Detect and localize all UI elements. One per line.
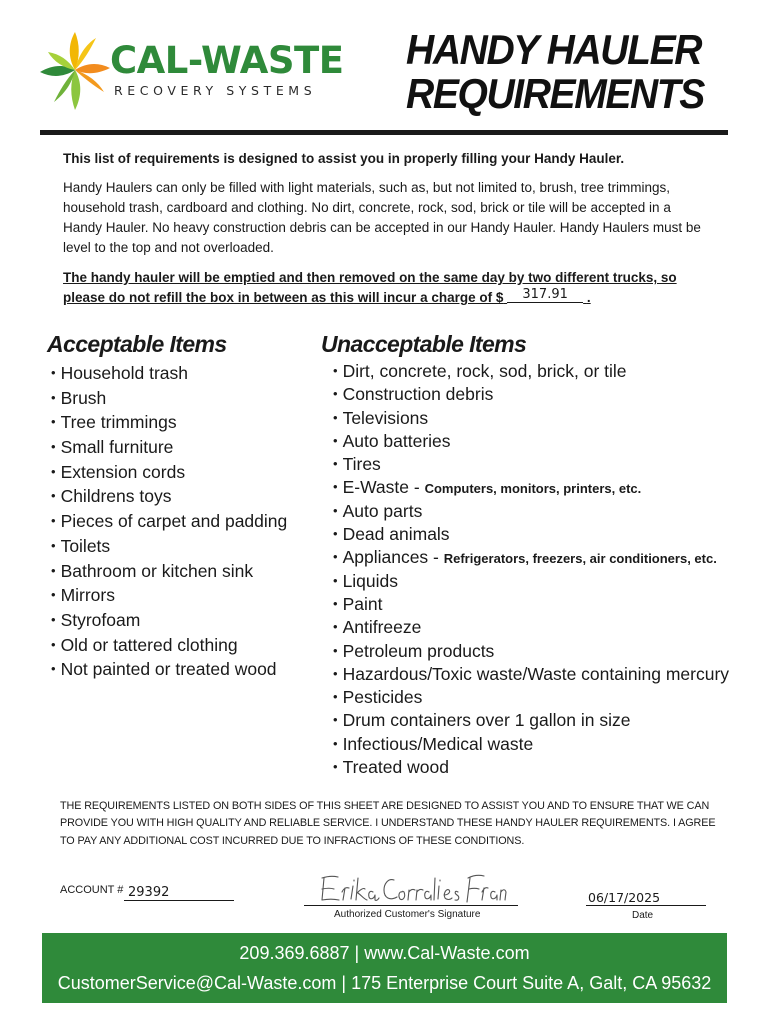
signature-label: Authorized Customer's Signature (334, 909, 481, 920)
list-item: • Brush (51, 386, 287, 411)
list-item: • Styrofoam (51, 608, 287, 633)
signature-line[interactable] (304, 905, 518, 906)
list-item: • Bathroom or kitchen sink (51, 559, 287, 584)
list-item: • Liquids (333, 570, 729, 593)
refill-charge-notice (63, 268, 703, 308)
list-item: • Petroleum products (333, 640, 729, 663)
notice-end: . (586, 290, 591, 305)
website-link[interactable]: www.Cal-Waste.com (364, 943, 530, 963)
email-link[interactable]: CustomerService@Cal-Waste.com (57, 973, 337, 993)
phone-number[interactable]: 209.369.6887 (239, 943, 350, 963)
date-field[interactable]: 06/17/2025 (586, 890, 706, 906)
item-note: Computers, monitors, printers, etc. (424, 481, 642, 497)
list-item: • Old or tattered clothing (51, 633, 287, 658)
list-item: • Drum containers over 1 gallon in size (333, 709, 729, 732)
list-item: • Paint (333, 593, 729, 616)
unacceptable-items-heading: Unacceptable Items (321, 331, 527, 357)
footer-line-2 (42, 972, 727, 994)
list-item: • Auto parts (333, 500, 729, 523)
acceptable-items-heading: Acceptable Items (47, 331, 227, 357)
intro-lead: This list of requirements is designed to assist you in properly filling your Handy Hauler. (63, 151, 625, 166)
list-item: • Dead animals (333, 523, 729, 546)
document-title (406, 28, 713, 116)
brand-tagline: RECOVERY SYSTEMS (114, 83, 317, 98)
list-item: • Antifreeze (333, 616, 729, 639)
list-item: • Mirrors (51, 583, 287, 608)
footer-line-1 (42, 942, 727, 964)
account-number-label: ACCOUNT # (60, 884, 124, 896)
brand-name-text: CAL-WASTE (110, 39, 344, 82)
list-item: • Tree trimmings (51, 410, 287, 435)
list-item: • Hazardous/Toxic waste/Waste containing mercury (333, 663, 729, 686)
list-item: • E-Waste - Computers, monitors, printers, etc. (333, 476, 729, 499)
handwritten-signature (318, 870, 508, 906)
address: 175 Enterprise Court Suite A, Galt, CA 95632 (351, 973, 712, 993)
list-item: • Toilets (51, 534, 287, 559)
intro-section (63, 149, 703, 308)
list-item: • Not painted or treated wood (51, 657, 287, 682)
header-divider (40, 130, 728, 135)
list-item: • Auto batteries (333, 430, 729, 453)
notice-text: The handy hauler will be emptied and then removed on the same day by two different trucks, so please do not refill the box in between as this will incur a charge of $ (63, 270, 677, 305)
list-item: • Pesticides (333, 686, 729, 709)
list-item: • Small furniture (51, 435, 287, 460)
account-number-field[interactable]: 29392 (124, 885, 234, 901)
acceptable-items-list (51, 361, 287, 682)
agreement-statement: THE REQUIREMENTS LISTED ON BOTH SIDES OF THIS SHEET ARE DESIGNED TO ASSIST YOU AND TO ENSURE THAT WE CAN PROVIDE YOU WITH HIGH QUALITY AND RELIABLE SERVICE. I UNDERSTAND THESE HANDY HAULER REQUIREMENTS. I AGREE TO PAY ANY ADDITIONAL COST INCURRED DUE TO INFRACTIONS OF THESE CONDITIONS. (60, 800, 716, 847)
title-line-2: REQUIREMENTS (406, 70, 704, 117)
title-line-1: HANDY HAULER (406, 26, 702, 73)
pinwheel-logo-icon (38, 30, 112, 114)
date-label: Date (632, 910, 654, 921)
list-item: • Treated wood (333, 756, 729, 779)
brand-name (110, 39, 344, 82)
intro-body: Handy Haulers can only be filled with light materials, such as, but not limited to, brush, tree trimmings, household trash, cardboard and clothing. No dirt, concrete, rock, sod, brick or tile will be accepted in a Handy Hauler. No heavy construction debris can be accepted in our Handy Hauler. Handy Haulers must be level to the top and not overloaded. (63, 180, 701, 255)
item-note: Refrigerators, freezers, air conditioners, etc. (443, 551, 717, 567)
separator: | (349, 943, 365, 963)
list-item: • Extension cords (51, 460, 287, 485)
separator: | (336, 973, 352, 993)
unacceptable-items-list (333, 360, 729, 779)
list-item: • Pieces of carpet and padding (51, 509, 287, 534)
contact-footer (42, 933, 727, 1003)
list-item: • Childrens toys (51, 484, 287, 509)
charge-amount: 317.91 (507, 287, 583, 303)
list-item: • Tires (333, 453, 729, 476)
list-item: • Appliances - Refrigerators, freezers, air conditioners, etc. (333, 546, 729, 569)
list-item: • Televisions (333, 407, 729, 430)
list-item: • Construction debris (333, 383, 729, 406)
list-item: • Household trash (51, 361, 287, 386)
list-item: • Infectious/Medical waste (333, 733, 729, 756)
list-item: • Dirt, concrete, rock, sod, brick, or tile (333, 360, 729, 383)
company-logo (38, 28, 368, 114)
